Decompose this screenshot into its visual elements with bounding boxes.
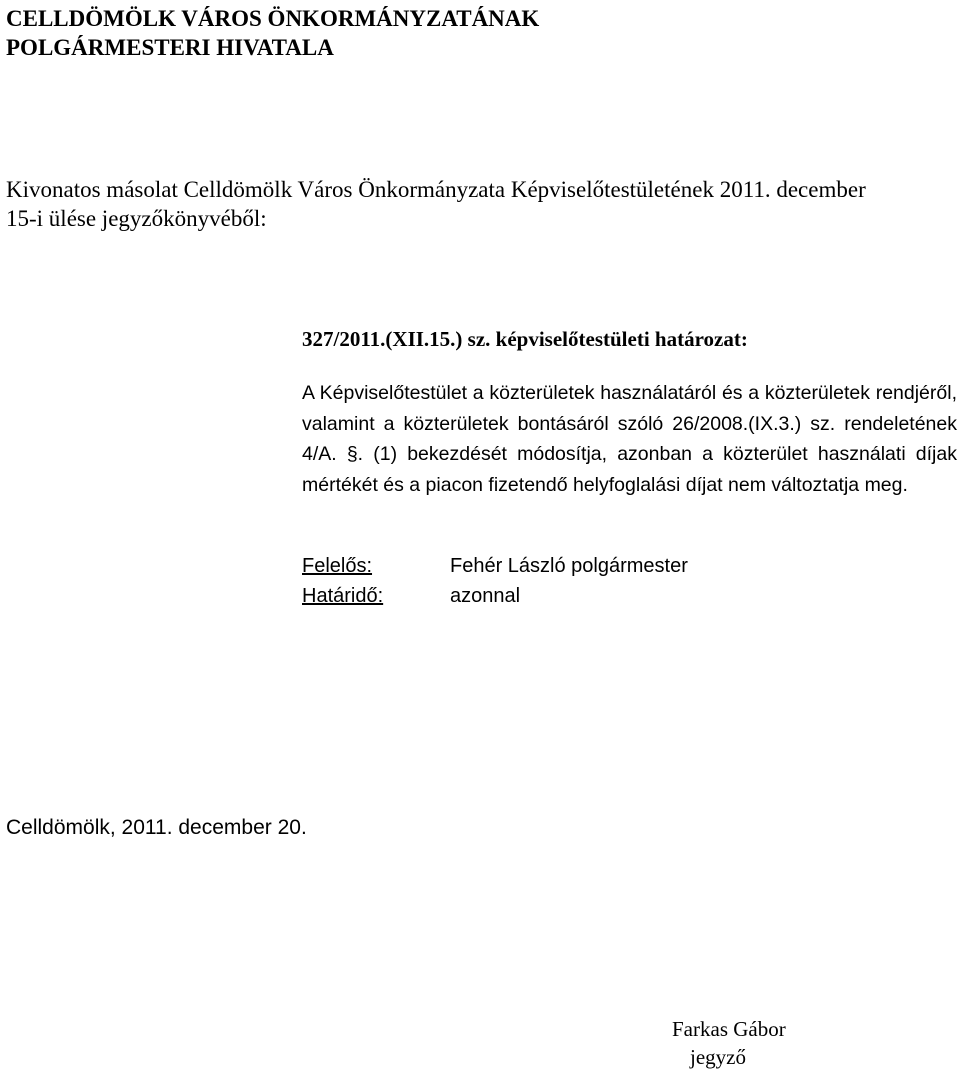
- decision-body-text: A Képviselőtestület a közterületek használatáról és a közterületek rendjéről, valamint a közterületek bontásáról szóló 26/2008.(IX.3.) sz. rendeletének 4/A. §. (1) bekezdését módosítja, azonban a közterület használati díjak mértékét és a piacon fizetendő helyfoglalási díjat nem változtatja meg.: [302, 382, 957, 496]
- decision-number-heading: 327/2011.(XII.15.) sz. képviselőtestületi határozat:: [302, 327, 748, 351]
- intro-line2: 15-i ülése jegyzőkönyvéből:: [6, 206, 267, 231]
- signer-title: jegyző: [690, 1045, 746, 1069]
- office-name-line1: CELLDÖMÖLK VÁROS ÖNKORMÁNYZATÁNAK: [6, 6, 540, 31]
- responsible-value: Fehér László polgármester: [450, 555, 688, 577]
- deadline-label: Határidő:: [302, 585, 384, 607]
- signer-name: Farkas Gábor: [672, 1017, 786, 1041]
- intro-line1: Kivonatos másolat Celldömölk Város Önkormányzata Képviselőtestületének 2011. december: [6, 177, 866, 202]
- deadline-value: azonnal: [450, 585, 521, 607]
- office-name-line2: POLGÁRMESTERI HIVATALA: [6, 35, 334, 60]
- place-and-date: Celldömölk, 2011. december 20.: [6, 816, 307, 839]
- responsible-label: Felelős:: [302, 555, 373, 577]
